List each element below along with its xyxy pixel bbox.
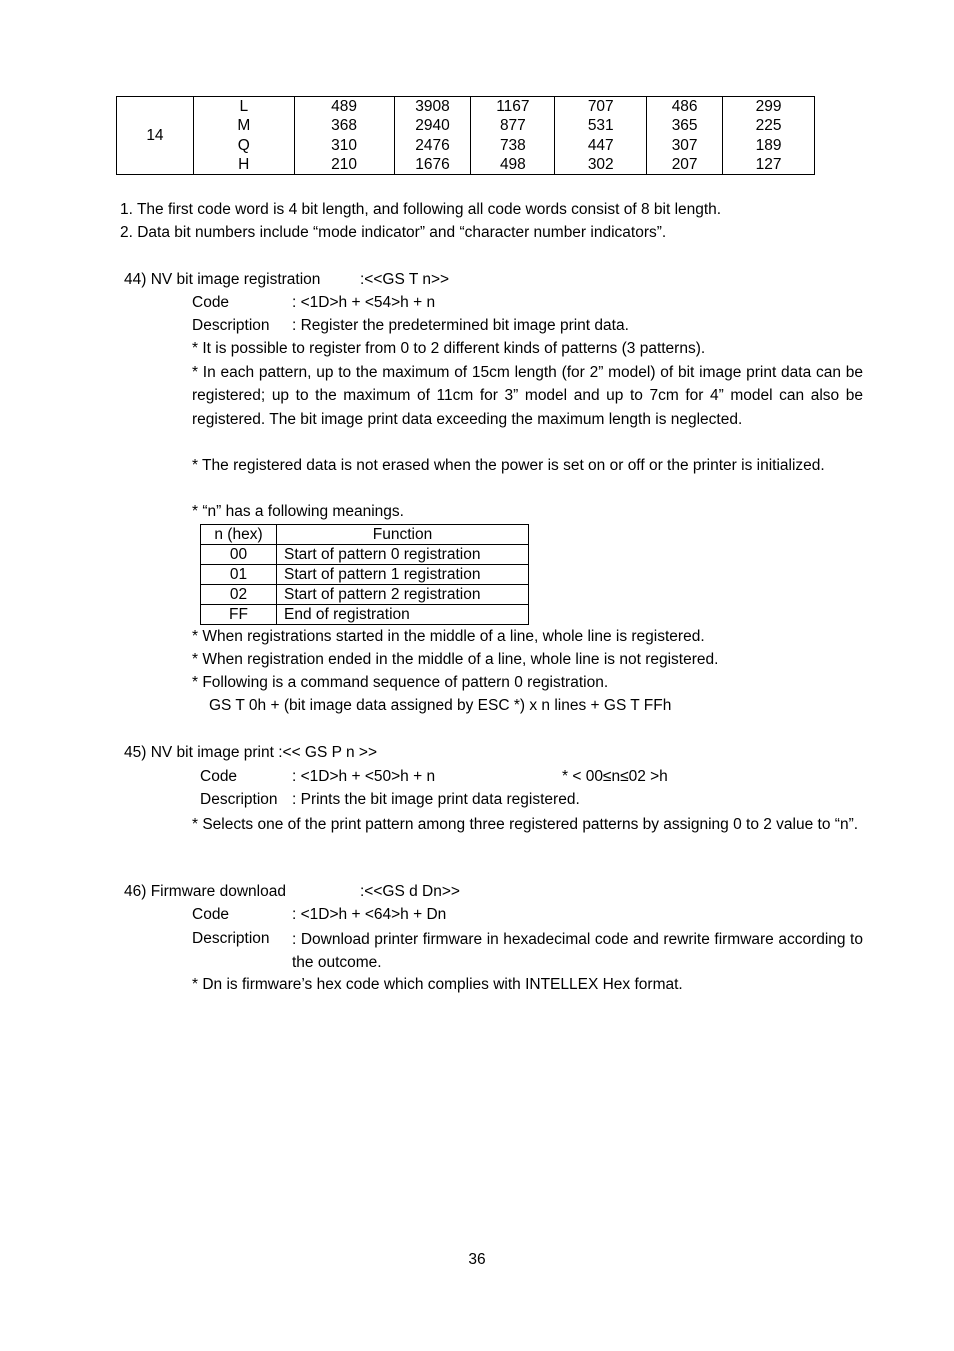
bullet-paragraph: * Selects one of the print pattern among three registered patterns by assigning 0 to 2 value to “n”. bbox=[192, 816, 859, 833]
header-function: Function bbox=[277, 525, 529, 545]
capacity-table bbox=[116, 96, 815, 175]
bullet-text: * When registration ended in the middle of a line, whole line is not registered. bbox=[192, 651, 719, 668]
bullet-paragraph: * The registered data is not erased when the power is set on or off or the printer is initialized. bbox=[192, 457, 825, 474]
data-cell: 1167 877 738 498 bbox=[471, 97, 555, 175]
n-function-table bbox=[200, 524, 529, 625]
description-value: : Register the predetermined bit image print data. bbox=[292, 317, 629, 334]
description-label: Description bbox=[200, 791, 278, 808]
alphanumeric-cell: 3908 2940 2476 1676 bbox=[394, 97, 471, 175]
note-1: 1. The first code word is 4 bit length, and following all code words consist of 8 bit length. bbox=[120, 201, 722, 218]
command-sequence: GS T 0h + (bit image data assigned by ESC *) x n lines + GS T FFh bbox=[209, 697, 672, 714]
code-label: Code bbox=[192, 294, 230, 311]
description-label: Description bbox=[192, 930, 270, 947]
table-row: 00 Start of pattern 0 registration bbox=[201, 545, 529, 565]
data-cell: 299 225 189 127 bbox=[723, 97, 815, 175]
numeric-cell: 489 368 310 210 bbox=[294, 97, 394, 175]
data-cell: 707 531 447 302 bbox=[555, 97, 647, 175]
section-46-command: :<<GS d Dn>> bbox=[360, 883, 460, 900]
description-value: : Download printer firmware in hexadecimal code and rewrite firmware according to the outcome. bbox=[292, 931, 863, 972]
code-label: Code bbox=[200, 768, 238, 785]
bullet-text: * Dn is firmware’s hex code which complies with INTELLEX Hex format. bbox=[192, 976, 683, 993]
bullet-text: * “n” has a following meanings. bbox=[192, 503, 404, 520]
table-row: FF End of registration bbox=[201, 605, 529, 625]
page-number: 36 bbox=[468, 1251, 486, 1268]
bullet-text: * When registrations started in the middle of a line, whole line is registered. bbox=[192, 628, 705, 645]
section-45-title: 45) NV bit image print :<< GS P n >> bbox=[124, 744, 378, 761]
code-value: : <1D>h + <50>h + n bbox=[292, 768, 436, 785]
bullet-text: * It is possible to register from 0 to 2 different kinds of patterns (3 patterns). bbox=[192, 340, 706, 357]
code-range: * < 00≤n≤02 >h bbox=[562, 768, 668, 785]
table-row bbox=[117, 97, 815, 175]
bullet-paragraph: * In each pattern, up to the maximum of 15cm length (for 2” model) of bit image print data can be registered; up to the maximum of 11cm for 3” model and up to 7cm for 4” model can also be registered. The bit image print data exceeding the maximum length is neglected. bbox=[192, 364, 863, 428]
table-header-row bbox=[201, 525, 529, 545]
version-cell: 14 bbox=[117, 97, 194, 175]
table-row: 02 Start of pattern 2 registration bbox=[201, 585, 529, 605]
description-label: Description bbox=[192, 317, 270, 334]
level-cell: L M Q H bbox=[193, 97, 294, 175]
data-cell: 486 365 307 207 bbox=[647, 97, 723, 175]
description-value: : Prints the bit image print data registered. bbox=[292, 791, 580, 808]
header-n-hex: n (hex) bbox=[201, 525, 277, 545]
note-2: 2. Data bit numbers include “mode indicator” and “character number indicators”. bbox=[120, 224, 667, 241]
table-row: 01 Start of pattern 1 registration bbox=[201, 565, 529, 585]
code-value: : <1D>h + <64>h + Dn bbox=[292, 906, 447, 923]
bullet-text: * Following is a command sequence of pattern 0 registration. bbox=[192, 674, 609, 691]
code-label: Code bbox=[192, 906, 230, 923]
section-46-title: 46) Firmware download bbox=[124, 883, 286, 900]
code-value: : <1D>h + <54>h + n bbox=[292, 294, 436, 311]
section-44-title: 44) NV bit image registration bbox=[124, 271, 321, 288]
section-44-command: :<<GS T n>> bbox=[360, 271, 450, 288]
